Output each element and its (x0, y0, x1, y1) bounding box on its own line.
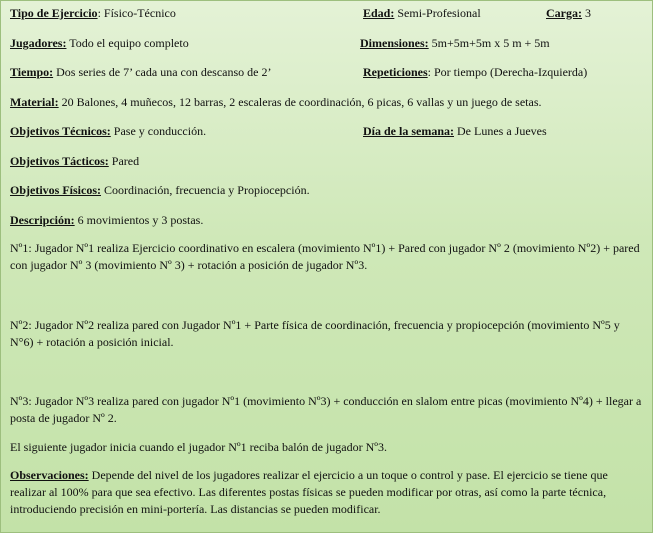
dimensiones-label: Dimensiones: (360, 36, 429, 50)
movement-paragraph-3: Nº3: Jugador Nº3 realiza pared con jugador Nº1 (movimiento Nº3) + conducción en slalom entre picas (movimiento Nº4) + llegar a posta de jugador Nº 2. (10, 394, 642, 425)
rotation-note: El siguiente jugador inicia cuando el jugador Nº1 reciba balón de jugador Nº3. (10, 440, 387, 454)
descripcion-value: 6 movimientos y 3 postas. (74, 213, 204, 227)
tiempo-label: Tiempo: (10, 65, 54, 79)
repeticiones-value: : Por tiempo (Derecha-Izquierda) (427, 65, 588, 79)
edad-label: Edad: (363, 6, 395, 20)
obj-tecnicos-label: Objetivos Técnicos: (10, 124, 111, 138)
obj-tacticos-label: Objetivos Tácticos: (10, 154, 109, 168)
dia-field (363, 124, 547, 138)
edad-field (363, 6, 481, 20)
material-field (10, 95, 542, 109)
movement-paragraph-1: Nº1: Jugador Nº1 realiza Ejercicio coordinativo en escalera (movimiento Nº1) + Pared con jugador Nº 2 (movimiento Nº2) + pared con jugador Nº 3 (movimiento Nº 3) + rotación a posición de jugador Nº3. (10, 241, 640, 272)
obj-tecnicos-field (10, 124, 206, 138)
obj-tacticos-value: Pared (108, 154, 140, 168)
material-value: 20 Balones, 4 muñecos, 12 barras, 2 escaleras de coordinación, 6 picas, 6 vallas y un juego de setas. (58, 95, 542, 109)
observaciones-value: Depende del nivel de los jugadores realizar el ejercicio a un toque o control y pase. El ejercicio se tiene que realizar al 100% para que sea efectivo. Las diferentes postas físicas se pueden modificar por otras, así como la parte técnica, introduciendo precisión en mini-portería. Las distancias se pueden modificar. (10, 468, 608, 516)
movement-paragraph-2: Nº2: Jugador Nº2 realiza pared con Jugador Nº1 + Parte física de coordinación, frecuencia y propiocepción (movimiento Nº5 y N°6) + rotación a posición inicial. (10, 318, 620, 349)
descripcion-label: Descripción: (10, 213, 75, 227)
carga-label: Carga: (546, 6, 582, 20)
repeticiones-label: Repeticiones (363, 65, 428, 79)
obj-tacticos-field (10, 154, 139, 168)
tipo-value: : Físico-Técnico (97, 6, 176, 20)
material-label: Material: (10, 95, 59, 109)
edad-value: Semi-Profesional (394, 6, 481, 20)
jugadores-field (10, 36, 189, 50)
dia-label: Día de la semana: (363, 124, 454, 138)
obj-tecnicos-value: Pase y conducción. (110, 124, 207, 138)
dimensiones-field (360, 36, 550, 50)
tipo-label: Tipo de Ejercicio (10, 6, 98, 20)
dimensiones-value: 5m+5m+5m x 5 m + 5m (428, 36, 550, 50)
observaciones-label: Observaciones: (10, 468, 89, 482)
obj-fisicos-field (10, 183, 310, 197)
jugadores-label: Jugadores: (10, 36, 67, 50)
repeticiones-field (363, 65, 587, 79)
obj-fisicos-value: Coordinación, frecuencia y Propiocepción. (101, 183, 310, 197)
jugadores-value: Todo el equipo completo (66, 36, 189, 50)
obj-fisicos-label: Objetivos Físicos: (10, 183, 101, 197)
carga-value: 3 (582, 6, 591, 20)
dia-value: De Lunes a Jueves (454, 124, 547, 138)
carga-field (546, 6, 591, 20)
tiempo-value: Dos series de 7’ cada una con descanso de 2’ (53, 65, 272, 79)
tipo-field (10, 6, 176, 20)
descripcion-field (10, 213, 203, 227)
observaciones-field (10, 467, 642, 518)
tiempo-field (10, 65, 272, 79)
